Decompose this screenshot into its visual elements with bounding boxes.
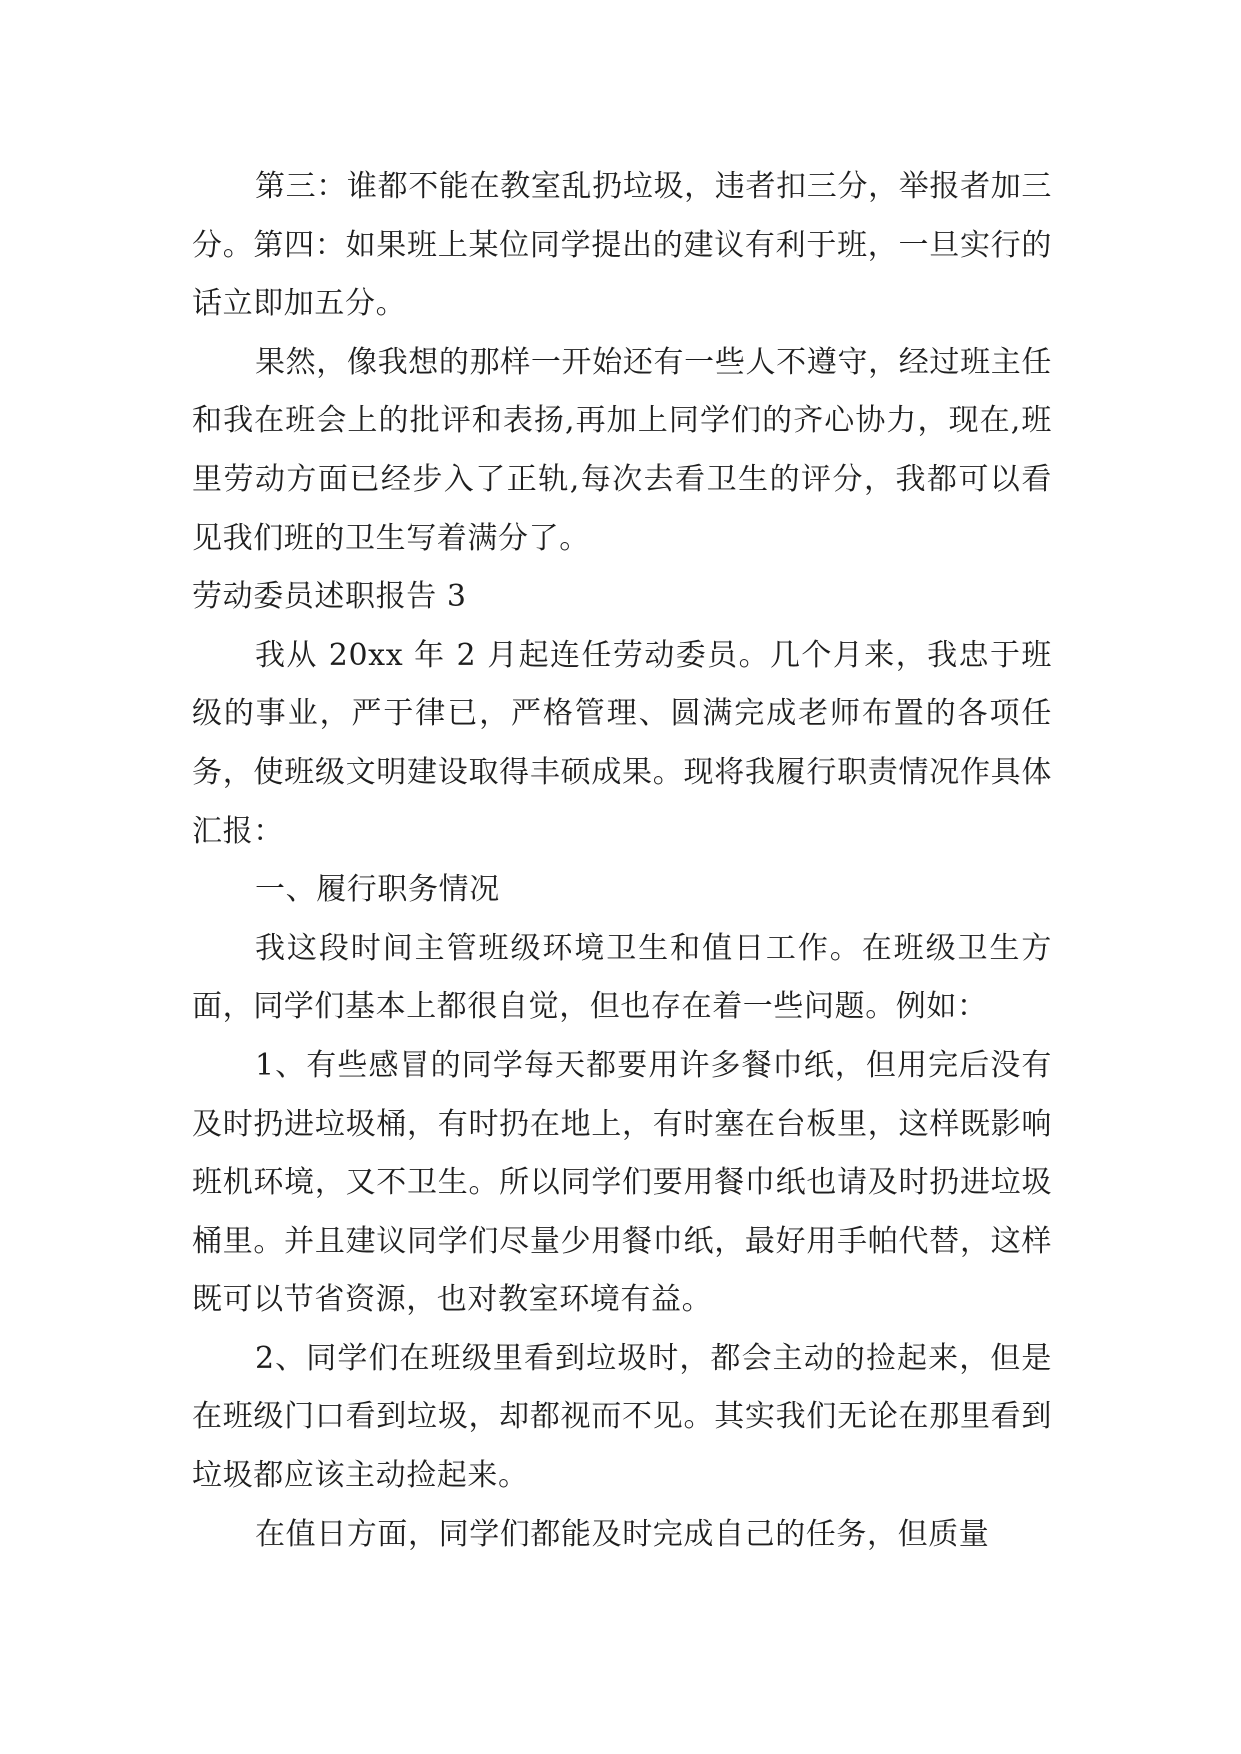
paragraph-duty-roster: 在值日方面，同学们都能及时完成自己的任务，但质量	[255, 1516, 990, 1552]
paragraph-intro: 我从 20xx 年 2 月起连任劳动委员。几个月来，我忠于班级的事业，严于律已，严格管理、圆满完成老师布置的各项任务，使班级文明建设取得丰硕成果。现将我履行职责情况作具体汇报：	[192, 637, 1052, 849]
paragraph-hygiene: 我这段时间主管班级环境卫生和值日工作。在班级卫生方面，同学们基本上都很自觉，但也存在着一些问题。例如：	[192, 930, 1052, 1025]
paragraph-results: 果然，像我想的那样一开始还有一些人不遵守，经过班主任和我在班会上的批评和表扬,再加上同学们的齐心协力，现在,班里劳动方面已经步入了正轨,每次去看卫生的评分，我都可以看见我们班的卫生写着满分了。	[192, 344, 1052, 556]
document-body	[192, 158, 1052, 1564]
paragraph-item-2: 2、同学们在班级里看到垃圾时，都会主动的捡起来，但是在班级门口看到垃圾，却都视而不见。其实我们无论在那里看到垃圾都应该主动捡起来。	[192, 1340, 1052, 1494]
subheading-duties: 一、履行职务情况	[255, 872, 500, 908]
section-title: 劳动委员述职报告 3	[192, 579, 467, 615]
paragraph-rules-3-4: 第三：谁都不能在教室乱扔垃圾，违者扣三分，举报者加三分。第四：如果班上某位同学提出的建议有利于班，一旦实行的话立即加五分。	[192, 169, 1052, 322]
paragraph-item-1: 1、有些感冒的同学每天都要用许多餐巾纸，但用完后没有及时扔进垃圾桶，有时扔在地上，有时塞在台板里，这样既影响班机环境，又不卫生。所以同学们要用餐巾纸也请及时扔进垃圾桶里。并且建议同学们尽量少用餐巾纸，最好用手帕代替，这样既可以节省资源，也对教室环境有益。	[192, 1047, 1052, 1318]
